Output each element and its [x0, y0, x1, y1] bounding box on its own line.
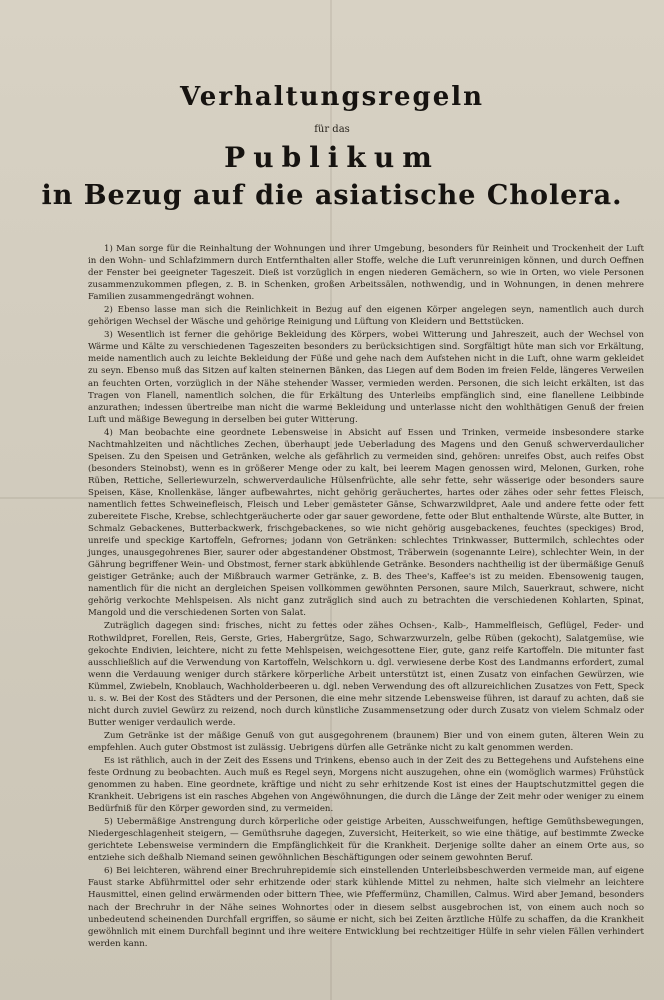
paragraph-4-drinks: Zum Getränke ist der mäßige Genuß von gut ausgegohrenem (braunem) Bier und von einem guten, älteren Wein zu empfehlen. Auch guter Obstmost ist zulässig. Uebrigens dürfen alle Getränke nicht zu kalt genommen werden.: [88, 730, 644, 753]
document-body: [88, 243, 644, 950]
document-subtitle: in Bezug auf die asiatische Cholera.: [41, 180, 623, 211]
paragraph-2: 2) Ebenso lasse man sich die Reinlichkeit in Bezug auf den eigenen Körper angelegen seyn, namentlich auch durch gehörigen Wechsel der Wäsche und gehörige Reinigung und Lüftung von Kleidern und Bettstücken.: [88, 305, 644, 328]
paragraph-4-order: Es ist räthlich, auch in der Zeit des Essens und Trinkens, ebenso auch in der Zeit des zu Bettegehens und Aufstehens eine feste Ordnung zu beobachten. Auch muß es Regel seyn, Morgens nicht auszugehen, ohne ein (womöglich warmes) Frühstück genommen zu haben. Eine geordnete, kräftige und nicht zu sehr erhitzende Kost ist eines der Hauptschutzmittel gegen die Krankheit. Uebrigens ist ein rasches Abgehen von Angewöhnungen, die durch die Länge der Zeit mehr oder weniger zu einem Bedürfniß für den Körper geworden sind, zu vermeiden.: [88, 755, 644, 815]
paragraph-3: 3) Wesentlich ist ferner die gehörige Bekleidung des Körpers, wobei Witterung und Jahreszeit, auch der Wechsel von Wärme und Kälte zu verschiedenen Tageszeiten besonders zu berücksichtigen sind. Sorgfältigt hüte man sich vor Erkältung, meide namentlich auch zu leichte Bekleidung der Füße und gehe nach dem Aufstehen nicht in die Luft, ohne warm gekleidet zu seyn. Ebenso muß das Sitzen auf kalten steinernen Bänken, das Liegen auf dem Boden im freien Felde, längeres Verweilen an feuchten Orten, vorzüglich in der Nähe stehender Wasser, vermieden werden. Personen, die sich leicht erkälten, ist das Tragen von Flanell, namentlich solchen, die für Erkältung des Unterleibs empfänglich sind, eine flanellene Leibbinde anzurathen; indessen übertreibe man nicht die warme Bekleidung und unterlasse nicht den wohlthätigen Genuß der freien Luft und mäßige Bewegung in derselben bei guter Witterung.: [88, 330, 644, 425]
title-audience: Publikum: [224, 141, 440, 174]
paragraph-5: 5) Uebermäßige Anstrengung durch körperliche oder geistige Arbeiten, Ausschweifungen, heftige Gemüthsbewegungen, Niedergeschlagenheit steigern, — Gemüthsruhe dagegen, Zuversicht, Heiterkeit, so wie eine thätige, auf bestimmte Zwecke gerichtete Lebensweise vermindern die Empfänglichkeit für die Krankheit. Derjenige sollte daher an einem Orte aus, so entziehe sich deßhalb Niemand seinen gewöhnlichen Beschäftigungen oder seinem gewohnten Beruf.: [88, 817, 644, 864]
paragraph-4: 4) Man beobachte eine geordnete Lebensweise in Absicht auf Essen und Trinken, vermeide insbesondere starke Nachtmahlzeiten und nächtliches Zechen, überhaupt jede Ueberladung des Magens und den Genuß schwerverdaulicher Speisen. Zu den Speisen und Getränken, welche als gefährlich zu vermeiden sind, gehören: unreifes Obst, auch reifes Obst (besonders Steinobst), wenn es in größerer Menge oder zu kalt, bei leerem Magen genossen wird, Melonen, Gurken, rohe Rüben, Rettiche, Selleriewurzeln, schwerverdauliche Hülsenfrüchte, alle sehr fette, sehr wässerige oder besonders saure Speisen, Käse, Knollenkäse, länger aufbewahrtes, nicht gehörig geräuchertes, hartes oder zähes oder sehr fettes Fleisch, namentlich fettes Schweinefleisch, Fleisch und Leber gemästeter Gänse, Schwarzwildpret, Aale und andere fette oder fett zubereitete Fische, Krebse, schlechtgeräucherte oder gar sauer gewordene, fette oder Blut enthaltende Würste, alte Butter, in Schmalz Gebackenes, Butterbackwerk, frischgebackenes, so wie nicht gehörig ausgebackenes, feuchtes (speckiges) Brod, unreife und speckige Kartoffeln, Gefrornes; jodann von Getränken: schlechtes Trinkwasser, Buttermilch, schlechtes oder junges, unausgegohrenes Bier, saurer oder abgestandener Obstmost, Träberwein (sogenannte Leire), schlechter Wein, in der Gährung begriffener Wein- und Obstmost, ferner stark abkühlende Getränke. Besonders nachtheilig ist der übermäßige Genuß geistiger Getränke; auch der Mißbrauch warmer Getränke, z. B. des Thee's, Kaffee's ist zu meiden. Ebensowenig taugen, namentlich für die nicht an dergleichen Speisen vollkommen gewöhnten Personen, saure Milch, Sauerkraut, schwere, nicht gehörig verkochte Mehlspeisen. Als nicht ganz zuträglich sind auch zu betrachten die verschiedenen Kohlarten, Spinat, Mangold und die verschiedenen Sorten von Salat.: [88, 427, 644, 619]
paragraph-1: 1) Man sorge für die Reinhaltung der Wohnungen und ihrer Umgebung, besonders für Reinheit und Trockenheit der Luft in den Wohn- und Schlafzimmern durch Entfernthalten aller Stoffe, welche die Luft verunreinigen können, und durch Oeffnen der Fenster bei geeigneter Tageszeit. Dieß ist vorzüglich in engen niederen Gemächern, so wie in Orten, wo viele Personen zusammenzukommen pflegen, z. B. in Schenken, großen Arbeitssälen, nothwendig, und in Wohnungen, in denen mehrere Familien zusammengedrängt wohnen.: [88, 244, 644, 303]
document-title: Verhaltungsregeln: [179, 82, 485, 112]
title-block: [0, 82, 664, 211]
paragraph-4-wholesome: Zuträglich dagegen sind: frisches, nicht zu fettes oder zähes Ochsen-, Kalb-, Hammelfleisch, Geflügel, Feder- und Rothwildpret, Forellen, Reis, Gerste, Gries, Habergrütze, Sago, Schwarzwurzeln, gelbe Rüben (gekocht), Salatgemüse, wie gekochte Endivien, leichtere, nicht zu fette Mehlspeisen, weichgesottene Eier, gute, ganz reife Kartoffeln. Die mitunter fast ausschließlich auf die Verwendung von Kartoffeln, Welschkorn u. dgl. verwiesene derbe Kost des Landmanns erfordert, zumal wenn die Verdauung weniger durch stärkere körperliche Arbeit unterstützt ist, einen Zusatz von einfachen Gewürzen, wie Kümmel, Zwiebeln, Knoblauch, Wachholderbeeren u. dgl. neben Verwendung des oft allzureichlichen Zusatzes von Fett, Speck u. s. w. Bei der Kost des Städters und der Personen, die eine mehr sitzende Lebensweise führen, ist darauf zu achten, daß sie nicht durch zuviel Gewürz zu reizend, noch durch künstliche Zusammensetzung oder durch Zusatz von vielem Schmalz oder Butter weniger verdaulich werde.: [88, 621, 644, 728]
title-connector: für das: [314, 124, 350, 135]
paragraph-6: 6) Bei leichteren, während einer Brechruhrepidemie sich einstellenden Unterleibsbeschwerden vermeide man, auf eigene Faust starke Abführmittel oder sehr erhitzende oder stark kühlende Mittel zu nehmen, halte sich vielmehr an leichtere Hausmittel, einen gelind erwärmenden oder bittern Thee, wie Pfeffermünz, Chamillen, Calmus. Wird aber Jemand, besonders nach der Brechruhr in der Nähe seines Wohnortes oder in diesem selbst ausgebrochen ist, von einem auch noch so unbedeutend scheinenden Durchfall ergriffen, so säume er nicht, sich bei Zeiten ärztliche Hülfe zu schaffen, da die Krankheit gewöhnlich mit einem Durchfall beginnt und ihre weitere Entwicklung bei rechtzeitiger Hülfe in sehr vielen Fällen verhindert werden kann.: [88, 866, 644, 949]
